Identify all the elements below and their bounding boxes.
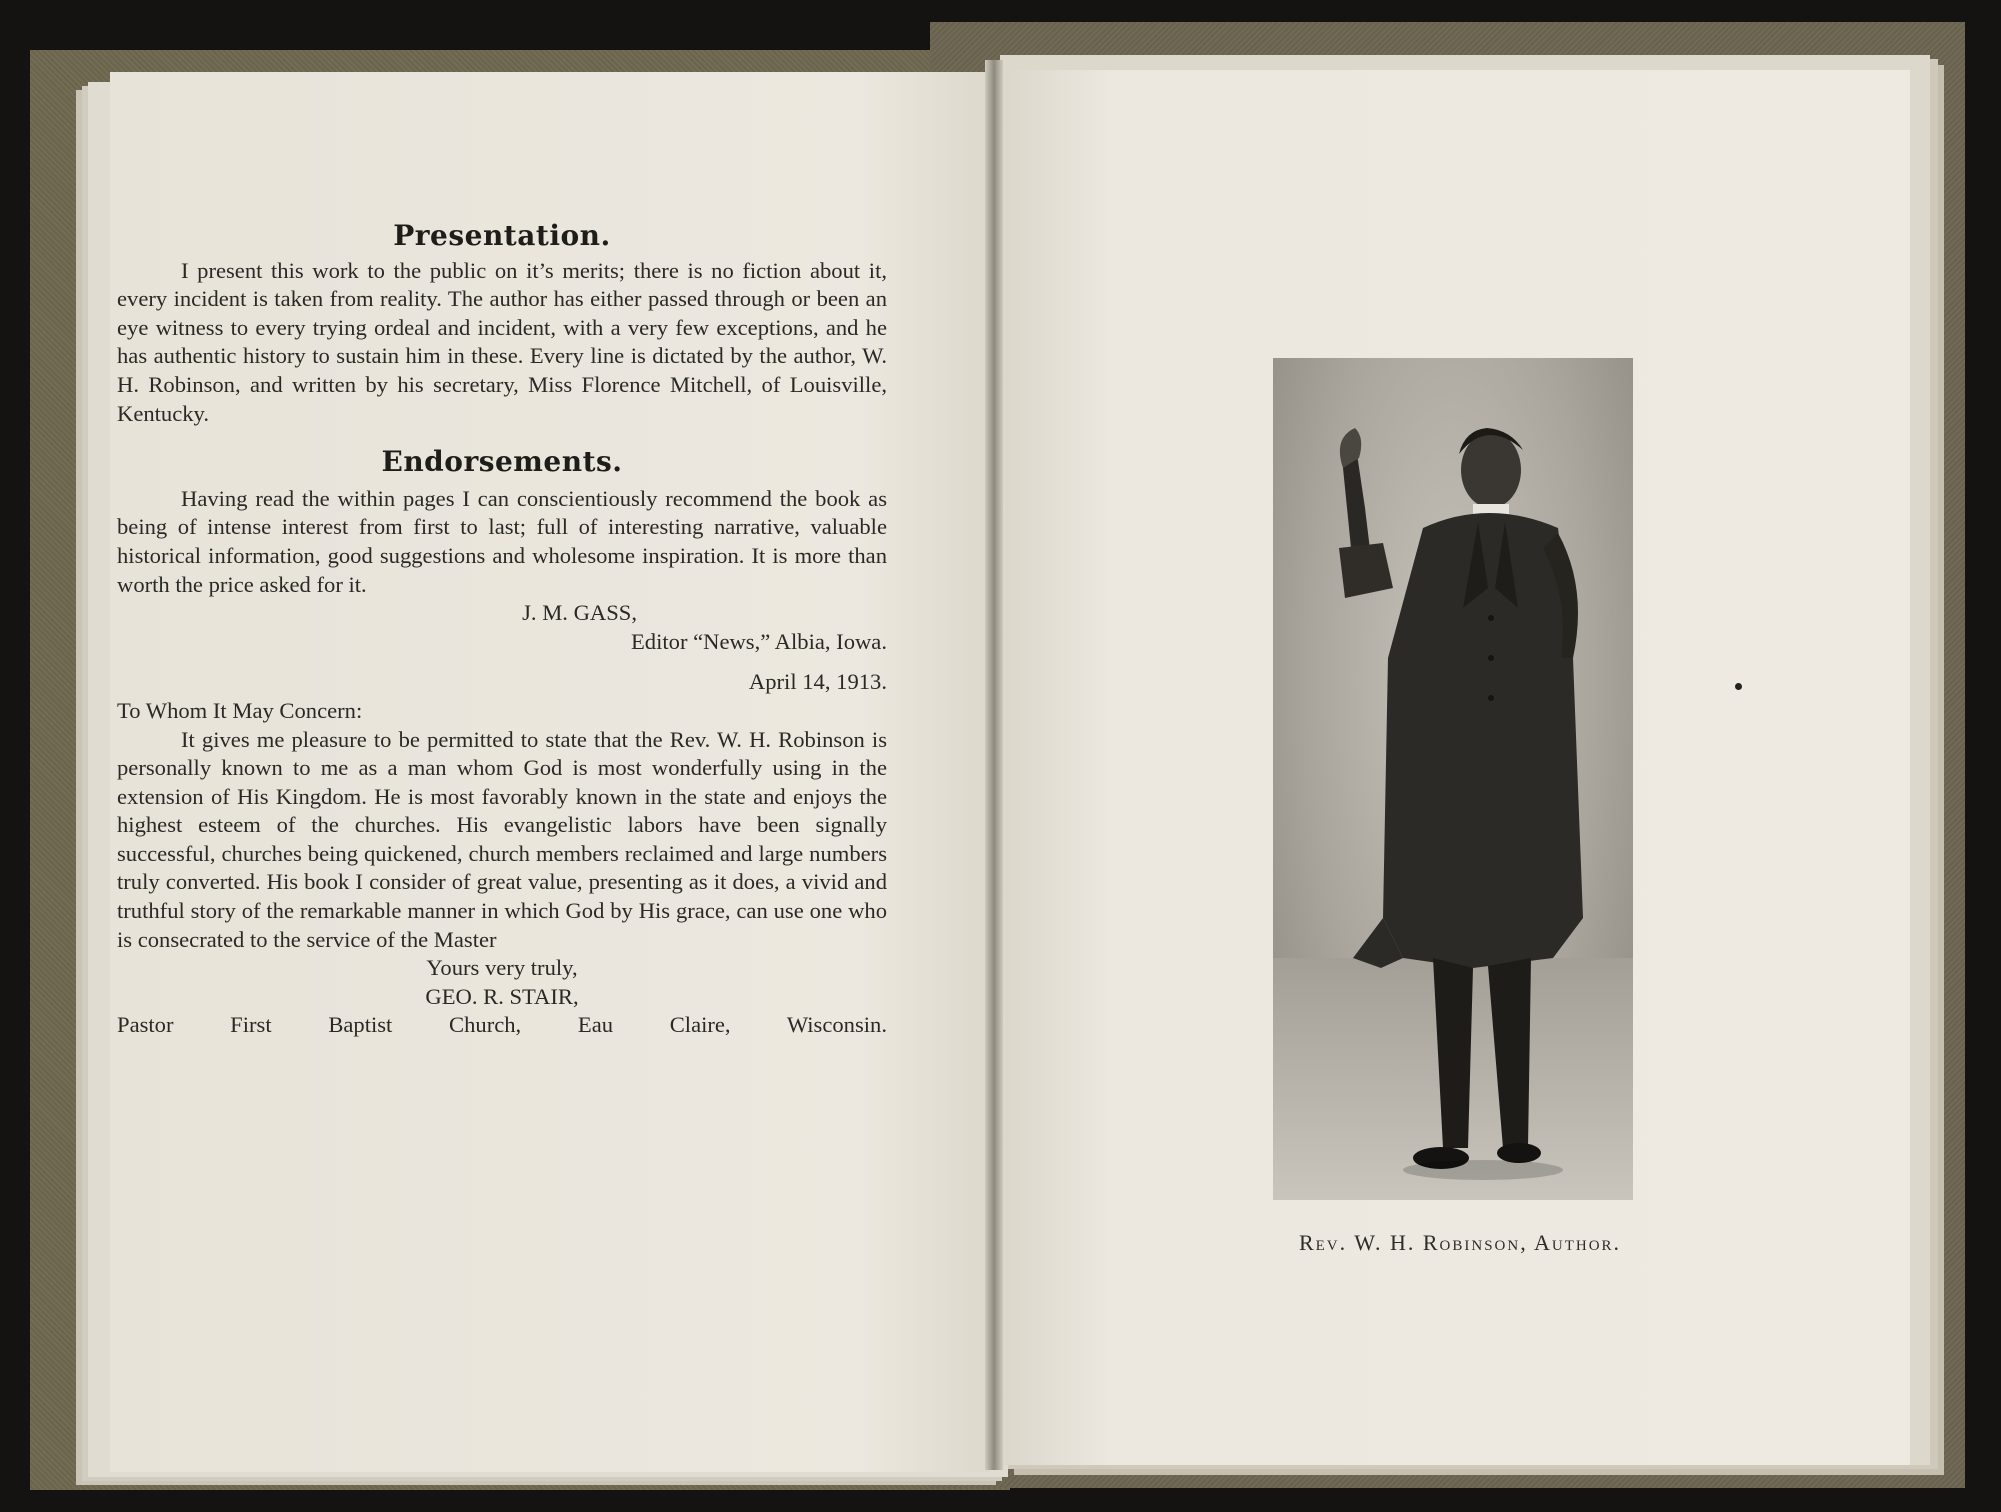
portrait-caption: Rev. W. H. Robinson, Author. xyxy=(1298,1230,1622,1255)
endorsement-stair-salutation: To Whom It May Concern: xyxy=(117,697,363,723)
endorsement-stair-date: April 14, 1913. xyxy=(748,669,887,695)
presentation-body: I present this work to the public on it’s merits; there is no fiction about it, every incident is taken from reality. The author has either passed through or been an eye witness to every trying ordeal and incident, with a very few exceptions, and he has authentic history to sustain him in these. Every line is dictated by the author, W. H. Robinson, and written by his secretary, Miss Florence Mitchell, of Louisville, Kentucky. xyxy=(117,257,887,426)
ink-dot-mark xyxy=(1735,683,1742,690)
endorsement-stair-closing: Yours very truly, xyxy=(426,955,578,981)
endorsement-gass-signer-title: Editor “News,” Albia, Iowa. xyxy=(631,628,887,654)
standing-man-figure xyxy=(1273,358,1633,1200)
endorsement-stair-body: It gives me pleasure to be permitted to state that the Rev. W. H. Robinson is personally known to me as a man whom God is most wonderfully using in the extension of His Kingdom. He is most favorably known in the state and enjoys the highest esteem of the churches. His evangelistic labors have been signally successful, churches being quickened, church members reclaimed and large numbers truly converted. His book I consider of great value, presenting as it does, a vivid and truthful story of the remarkable manner in which God by His grace, can use one who is consecrated to the service of the Master xyxy=(117,726,887,952)
endorsements-heading: Endorsements. xyxy=(381,445,623,479)
endorsement-stair-signer-name: GEO. R. STAIR, xyxy=(425,983,579,1009)
endorsement-stair-signer-title: Pastor First Baptist Church, Eau Claire, Wisconsin. xyxy=(117,1012,887,1038)
endorsement-gass-body: Having read the within pages I can conscientiously recommend the book as being of intense interest from first to last; full of interesting narrative, valuable historical information, good suggestions and wholesome inspiration. It is more than worth the price asked for it. xyxy=(117,485,887,597)
left-page-text xyxy=(117,150,887,1040)
presentation-heading: Presentation. xyxy=(393,219,611,252)
author-portrait-photo xyxy=(1273,358,1633,1200)
book-gutter xyxy=(985,60,1003,1470)
endorsement-gass-signer-name: J. M. GASS, xyxy=(522,600,637,626)
